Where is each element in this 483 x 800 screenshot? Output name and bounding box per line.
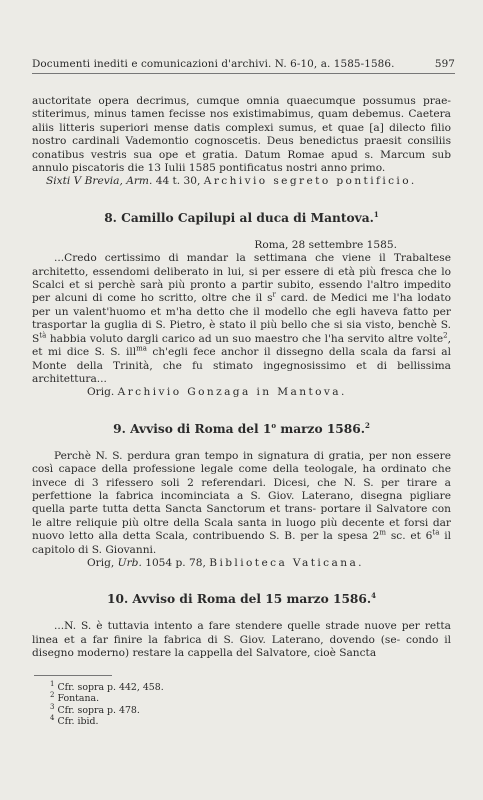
section8-text	[32, 252, 451, 386]
source-archive: Archivio segreto pontificio.	[203, 175, 417, 188]
text-part: habbia voluto dargli carico ad un suo maestro che l'ha servito altre volte	[46, 332, 444, 345]
text-part: sc. et 6	[386, 530, 433, 543]
text-part: ch'egli fece anchor il dissegno della scala da farsi al Monte della Trinità, che fu stimato ingegnosissimo et di bellissima architettura...	[32, 346, 451, 385]
footnote-ref[interactable]: 2	[443, 331, 448, 340]
footnote	[50, 679, 451, 694]
superscript: o	[271, 420, 277, 430]
section8-heading-text: 8. Camillo Capilupi al duca di Mantova.	[104, 210, 374, 225]
source-rest: 1054 p. 78,	[145, 556, 206, 569]
footnotes	[32, 679, 451, 728]
source-italic: Urb.	[117, 556, 142, 569]
source-plain: Orig.	[87, 386, 115, 399]
section10-text: ...N. S. è tuttavia intento a fare stendere quelle strade nuove per retta linea et a far finire la fabrica di S. Giov. Laterano, dovendo (se- condo il disegno moderno) restare la cappella del Salvatore, cioè Sancta	[32, 620, 451, 660]
source-italic: Sixti V Brevia, Arm.	[46, 175, 153, 188]
source-archive: Archivio Gonzaga in Mantova.	[117, 386, 347, 399]
superscript: m	[379, 528, 387, 537]
section10-heading-text: 10. Avviso di Roma del 15 marzo 1586.	[106, 592, 372, 607]
section7-source	[32, 175, 451, 188]
heading-part: 9. Avviso di Roma del 1	[113, 421, 272, 436]
text-part: , et mi dice S. S. ill	[32, 332, 451, 359]
footnote-rule	[34, 675, 112, 676]
footnote-num: 3	[50, 702, 55, 711]
section8-dateline: Roma, 28 settembre 1585.	[254, 238, 397, 251]
text-part: card. de Medici me l'ha lodato per un valent'huomo et m'ha detto che il modello che egli haveva fatto per trasportar la guglia di S. Pietro, è stato il più bello che si sia visto, benchè S. S	[32, 292, 452, 345]
section8-source	[32, 386, 451, 399]
footnote-ref[interactable]: 2	[365, 420, 370, 430]
text-part: Perchè N. S. perdura gran tempo in signatura di gratia, per non essere così capace della professione legale come della teologale, ha ordinato che invece di 3 rifessero soli 2 referendari. Dicesi, che N. S. per tirare a perfettione la fabrica incominciata a S. Giov. Laterano, disegna pigliare quella parte tutta detta Sancta Sanctorum et trans- portare il Salvatore con le altre reliquie più oltre della Scala santa in luogo più decente et forsi dar nuovo letto alla detta Scala, contribuendo S. B. per la spesa 2	[32, 449, 451, 543]
footnote-ref[interactable]: 1	[373, 209, 379, 219]
footnote-text: Fontana.	[57, 693, 100, 705]
section8-heading	[32, 211, 451, 225]
page-body	[32, 95, 451, 728]
footnote-num: 4	[50, 714, 55, 723]
superscript: tà	[39, 331, 47, 340]
source-plain: Orig,	[87, 556, 115, 569]
running-header	[32, 58, 455, 74]
superscript: r	[272, 290, 276, 299]
text-part: ...Credo certissimo di mandar la settimana che viene il Trabaltese architetto, essendomi deliberato in lui, si per essere di età più fresca che lo Scalci et si perchè sarà più pronto a partir subito, essendo l'altro impedito per alcuni di come ho scritto, oltre che il s	[32, 252, 451, 305]
footnote-num: 1	[50, 679, 55, 688]
footnote-text: Cfr. sopra p. 478.	[57, 704, 140, 716]
section9-text	[32, 450, 451, 557]
text-part: il capitolo di S. Giovanni.	[32, 530, 451, 556]
source-rest: 44 t. 30,	[155, 175, 201, 188]
page-number: 597	[434, 58, 455, 70]
section7-text: auctoritate opera decrimus, cumque omnia quaecumque possumus prae- stiterimus, minus tamen fecisse nos existimabimus, quam debemus. Caetera aliis litteris superiori mense datis complexi sumus, et quae [a] dilecto filio nostro cardinali Vademontio cognoscetis. Deus benedictus praesit consiliis conatibus vestris sua ope et gratia. Datum Romae apud s. Marcum sub annulo piscatoris die 13 Iulii 1585 pontificatus nostri anno primo.	[32, 95, 451, 175]
footnote-text: Cfr. sopra p. 442, 458.	[57, 681, 164, 693]
section10-heading	[32, 592, 451, 606]
superscript: ma	[136, 344, 147, 353]
header-title: Documenti inediti e comunicazioni d'archivi. N. 6-10, a. 1585-1586.	[32, 58, 395, 70]
footnote	[50, 716, 451, 728]
section9-heading	[32, 422, 451, 436]
footnote	[50, 702, 451, 717]
footnote-text: Cfr. ibid.	[57, 716, 99, 728]
source-archive: Biblioteca Vaticana.	[209, 556, 364, 569]
superscript: ta	[432, 528, 440, 537]
heading-part: marzo 1586.	[276, 421, 365, 436]
footnote	[50, 693, 451, 705]
footnote-num: 2	[50, 691, 55, 700]
section9-source	[32, 557, 451, 570]
footnote-ref[interactable]: 4	[371, 591, 377, 601]
